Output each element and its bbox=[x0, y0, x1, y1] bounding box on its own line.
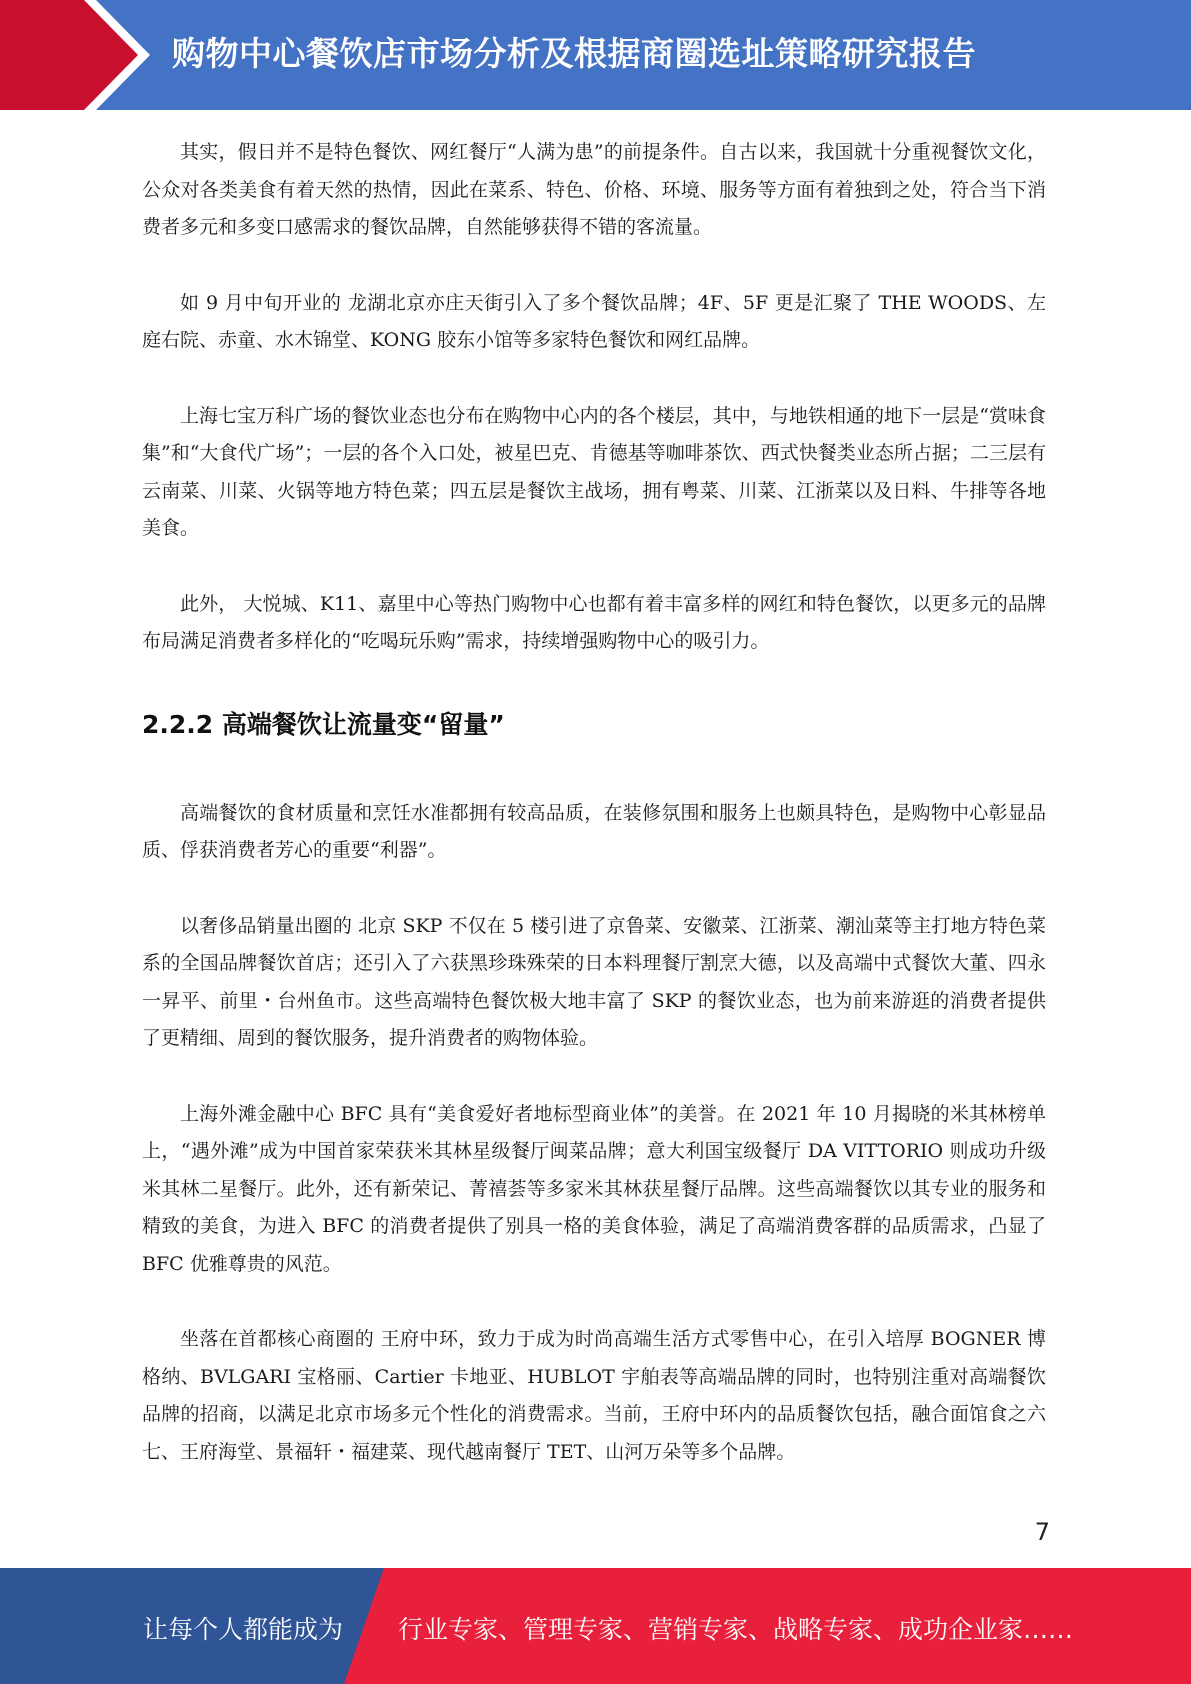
page-number: 7 bbox=[1034, 1518, 1050, 1546]
header-arrow-decoration bbox=[0, 0, 150, 110]
section-heading: 2.2.2 高端餐饮让流量变“留量” bbox=[142, 709, 505, 739]
main-content bbox=[142, 134, 1046, 1509]
paragraph: 上海外滩金融中心 BFC 具有“美食爱好者地标型商业体”的美誉。在 2021 年 10 月揭晓的米其林榜单上，“遇外滩”成为中国首家荣获米其林星级餐厅闽菜品牌；意大利国宝级餐厅 DA VITTORIO 则成功升级米其林二星餐厅。此外，还有新荣记、菁禧荟等多家米其林获星餐厅品牌。这些高端餐饮以其专业的服务和精致的美食，为进入 BFC 的消费者提供了别具一格的美食体验，满足了高端消费客群的品质需求，凸显了 BFC 优雅尊贵的风范。 bbox=[142, 1102, 1046, 1275]
paragraph: 以奢侈品销量出圈的 北京 SKP 不仅在 5 楼引进了京鲁菜、安徽菜、江浙菜、潮汕菜等主打地方特色菜系的全国品牌餐饮首店；还引入了六获黑珍珠殊荣的日本料理餐厅割烹大德，以及高端中式餐饮大董、四永一昇平、前里・台州鱼市。这些高端特色餐饮极大地丰富了 SKP 的餐饮业态，也为前来游逛的消费者提供了更精细、周到的餐饮服务，提升消费者的购物体验。 bbox=[142, 914, 1046, 1049]
footer-slogan-right: 行业专家、管理专家、营销专家、战略专家、成功企业家…… bbox=[398, 1615, 1074, 1644]
footer-slogan-left: 让每个人都能成为 bbox=[143, 1615, 344, 1644]
paragraph: 此外， 大悦城、K11、嘉里中心等热门购物中心也都有着丰富多样的网红和特色餐饮，以更多元的品牌布局满足消费者多样化的“吃喝玩乐购”需求，持续增强购物中心的吸引力。 bbox=[142, 592, 1046, 652]
paragraph: 上海七宝万科广场的餐饮业态也分布在购物中心内的各个楼层，其中，与地铁相通的地下一层是“赏味食集”和“大食代广场”；一层的各个入口处，被星巴克、肯德基等咖啡茶饮、西式快餐类业态所占据；二三层有云南菜、川菜、火锅等地方特色菜；四五层是餐饮主战场，拥有粤菜、川菜、江浙菜以及日料、牛排等各地美食。 bbox=[142, 404, 1046, 539]
document-title: 购物中心餐饮店市场分析及根据商圈选址策略研究报告 bbox=[172, 34, 976, 73]
paragraph: 其实，假日并不是特色餐饮、网红餐厅“人满为患”的前提条件。自古以来，我国就十分重视餐饮文化，公众对各类美食有着天然的热情，因此在菜系、特色、价格、环境、服务等方面有着独到之处，符合当下消费者多元和多变口感需求的餐饮品牌，自然能够获得不错的客流量。 bbox=[142, 141, 1046, 238]
header-banner bbox=[0, 0, 1191, 110]
paragraph: 坐落在首都核心商圈的 王府中环，致力于成为时尚高端生活方式零售中心，在引入培厚 BOGNER 博格纳、BVLGARI 宝格丽、Cartier 卡地亚、HUBLOT 宇舶表等高端品牌的同时，也特别注重对高端餐饮品牌的招商，以满足北京市场多元个性化的消费需求。当前，王府中环内的品质餐饮包括，融合面馆食之六七、王府海堂、景福轩・福建菜、现代越南餐厅 TET、山河万朵等多个品牌。 bbox=[142, 1328, 1046, 1463]
footer-banner bbox=[0, 1568, 1191, 1684]
paragraph: 如 9 月中旬开业的 龙湖北京亦庄天街引入了多个餐饮品牌；4F、5F 更是汇聚了 THE WOODS、左庭右院、赤童、水木锦堂、KONG 胶东小馆等多家特色餐饮和网红品牌。 bbox=[142, 291, 1046, 351]
paragraph: 高端餐饮的食材质量和烹饪水准都拥有较高品质，在装修氛围和服务上也颇具特色，是购物中心彰显品质、俘获消费者芳心的重要“利器”。 bbox=[142, 801, 1046, 861]
